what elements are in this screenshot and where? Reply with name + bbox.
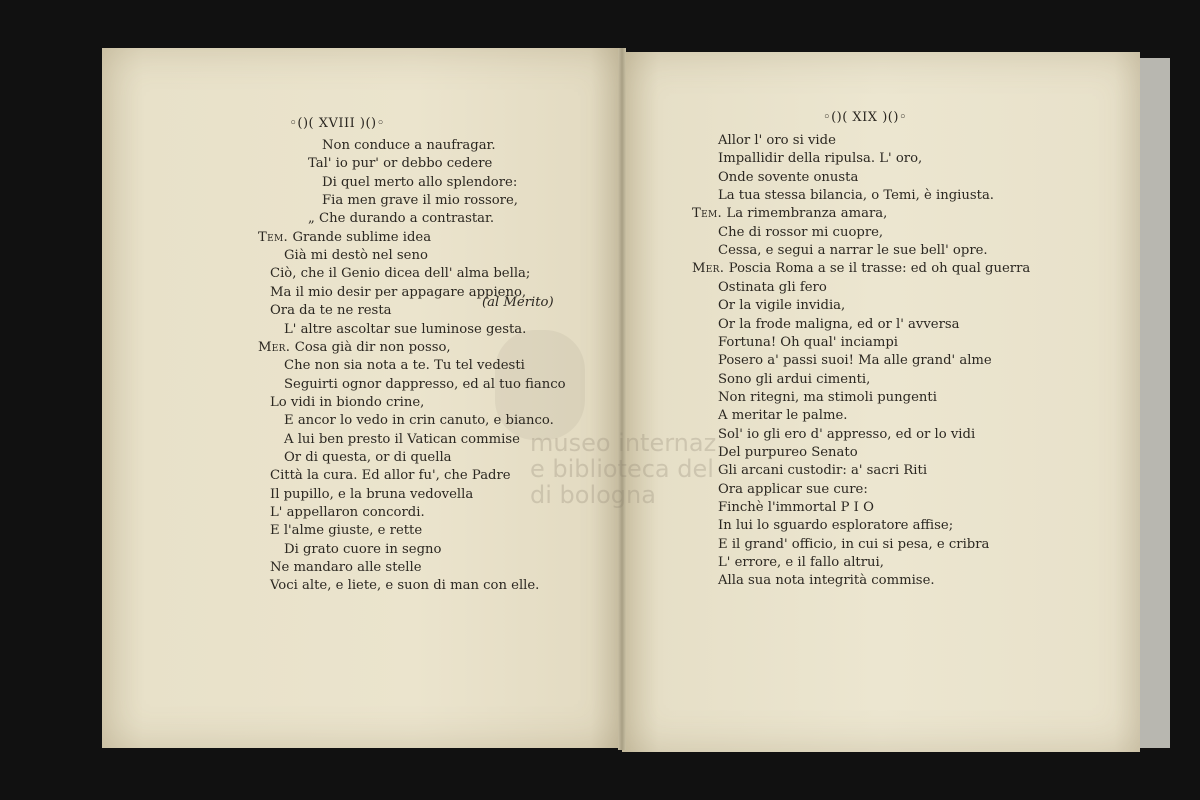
- verse-text: Cessa, e segui a narrar le sue bell' opre.: [718, 243, 988, 259]
- verse-line: [308, 155, 492, 173]
- verse-line: [308, 210, 494, 228]
- verse-text: Lo vidi in biondo crine,: [270, 394, 425, 410]
- book-gutter: [618, 48, 626, 750]
- verse-line: [718, 316, 960, 334]
- watermark-line: di bologna: [530, 481, 656, 509]
- verse-text: L' appellaron concordi.: [270, 505, 425, 520]
- verse-text: Allor l' oro si vide: [718, 133, 836, 148]
- verse-text: Or la vigile invidia,: [718, 298, 846, 314]
- verse-line: [718, 517, 953, 535]
- verse-text: Voci alte, e liete, e suon di man con elle.: [270, 578, 540, 594]
- verse-line: [284, 412, 554, 430]
- verse-line: [284, 247, 428, 265]
- verse-text: Tal' io pur' or debbo cedere: [308, 156, 493, 172]
- verse-line: [270, 394, 424, 412]
- verse-text: A meritar le palme.: [718, 408, 848, 424]
- verse-line: [718, 462, 927, 480]
- verse-text: Onde sovente onusta: [718, 169, 859, 185]
- verse-text: Di grato cuore in segno: [284, 541, 442, 557]
- speaker-label: Mer.: [258, 339, 295, 355]
- verse-line: [284, 357, 525, 375]
- verse-line: [718, 279, 827, 297]
- verse-text: A lui ben presto il Vatican commise: [284, 431, 520, 447]
- left-page-header: ◦()( XVIII )()◦: [289, 116, 385, 131]
- watermark-line: museo internaz: [530, 429, 717, 457]
- verse-line: [322, 137, 496, 155]
- verse-line: [322, 192, 518, 210]
- verse-text: L' errore, e il fallo altrui,: [718, 555, 884, 571]
- speaker-label: Tem.: [692, 206, 727, 222]
- verse-line: [718, 572, 935, 590]
- verse-line: [718, 481, 868, 499]
- verse-text: Di quel merto allo splendore:: [322, 174, 518, 190]
- stage-direction: (al Merito): [482, 295, 554, 310]
- verse-text: E ancor lo vedo in crin canuto, e bianco.: [284, 413, 554, 429]
- verse-line: [718, 499, 874, 517]
- verse-line: [258, 229, 431, 247]
- verse-line: [718, 224, 883, 242]
- verse-text: Seguirti ognor dappresso, ed al tuo fianco: [284, 376, 566, 392]
- verse-line: [718, 554, 884, 572]
- verse-text: Il pupillo, e la bruna vedovella: [270, 486, 474, 502]
- verse-line: [718, 297, 845, 315]
- verse-line: [718, 150, 922, 168]
- verse-line: [284, 449, 452, 467]
- verse-line: [718, 334, 898, 352]
- verse-line: [270, 265, 530, 283]
- verse-text: Or la frode maligna, ed or l' avversa: [718, 316, 960, 332]
- verse-line: [284, 376, 566, 394]
- verse-line: [270, 467, 511, 485]
- verse-text: E il grand' officio, in cui si pesa, e cribra: [718, 536, 990, 552]
- verse-text: Del purpureo Senato: [718, 444, 858, 460]
- verse-line: [718, 352, 992, 370]
- verse-text: La tua stessa bilancia, o Temi, è ingiusta.: [718, 188, 994, 204]
- verse-line: [718, 444, 858, 462]
- verse-line: [284, 321, 526, 339]
- verse-line: [692, 260, 1030, 278]
- verse-text: Sono gli ardui cimenti,: [718, 371, 871, 387]
- verse-text: La rimembranza amara,: [726, 206, 888, 222]
- verse-text: Posero a' passi suoi! Ma alle grand' alme: [718, 353, 992, 369]
- verse-text: Che di rossor mi cuopre,: [718, 224, 884, 240]
- verse-text: Gli arcani custodir: a' sacri Riti: [718, 463, 928, 479]
- verse-text: Ora da te ne resta: [270, 303, 392, 319]
- verse-text: In lui lo sguardo esploratore affise;: [718, 518, 954, 534]
- verse-line: [270, 486, 473, 504]
- verse-line: [270, 302, 392, 320]
- verse-text: Che non sia nota a te. Tu tel vedesti: [284, 358, 525, 374]
- verse-text: Sol' io gli ero d' appresso, ed or lo vidi: [718, 426, 976, 442]
- verse-text: Ne mandaro alle stelle: [270, 560, 422, 576]
- verse-text: Ciò, che il Genio dicea dell' alma bella;: [270, 266, 531, 282]
- verse-text: Ora applicar sue cure:: [718, 481, 868, 497]
- speaker-label: Tem.: [258, 229, 293, 245]
- right-page-header: ◦()( XIX )()◦: [822, 110, 908, 125]
- verse-line: [270, 577, 539, 595]
- verse-line: [270, 504, 425, 522]
- verse-text: Cosa già dir non posso,: [294, 339, 451, 355]
- watermark-line: e biblioteca del: [530, 455, 714, 483]
- verse-line: [718, 426, 975, 444]
- verse-line: [284, 541, 442, 559]
- verse-text: Fortuna! Oh qual' inciampi: [718, 334, 898, 350]
- verse-line: [718, 242, 988, 260]
- verse-line: [270, 559, 422, 577]
- verse-text: Ma il mio desir per appagare appieno,: [270, 284, 527, 300]
- verse-line: [718, 132, 836, 150]
- verse-text: Alla sua nota integrità commise.: [718, 573, 935, 589]
- verse-line: [718, 187, 994, 205]
- verse-text: Poscia Roma a se il trasse: ed oh qual guerra: [728, 261, 1031, 277]
- verse-line: [718, 389, 937, 407]
- verse-text: Già mi destò nel seno: [284, 248, 428, 264]
- verse-text: Non ritegni, ma stimoli pungenti: [718, 389, 937, 405]
- verse-line: [322, 174, 517, 192]
- verse-text: Ostinata gli fero: [718, 279, 827, 295]
- verse-text: E l'alme giuste, e rette: [270, 523, 423, 539]
- verse-line: [718, 169, 858, 187]
- speaker-label: Mer.: [692, 261, 729, 277]
- verse-text: L' altre ascoltar sue luminose gesta.: [284, 321, 527, 337]
- verse-line: [718, 371, 870, 389]
- verse-text: „ Che durando a contrastar.: [308, 211, 495, 227]
- verse-line: [718, 536, 989, 554]
- verse-text: Or di questa, or di quella: [284, 449, 452, 465]
- verse-text: Non conduce a naufragar.: [322, 138, 496, 153]
- verse-text: Impallidir della ripulsa. L' oro,: [718, 151, 923, 167]
- verse-line: [270, 522, 422, 540]
- verse-line: [718, 407, 847, 425]
- verse-line: [284, 431, 520, 449]
- verse-text: Finchè l'immortal P I O: [718, 500, 874, 515]
- verse-text: Città la cura. Ed allor fu', che Padre: [270, 468, 511, 484]
- verse-text: Grande sublime idea: [292, 229, 432, 245]
- verse-text: Fia men grave il mio rossore,: [322, 193, 518, 209]
- verse-line: [258, 339, 451, 357]
- verse-line: [692, 205, 887, 223]
